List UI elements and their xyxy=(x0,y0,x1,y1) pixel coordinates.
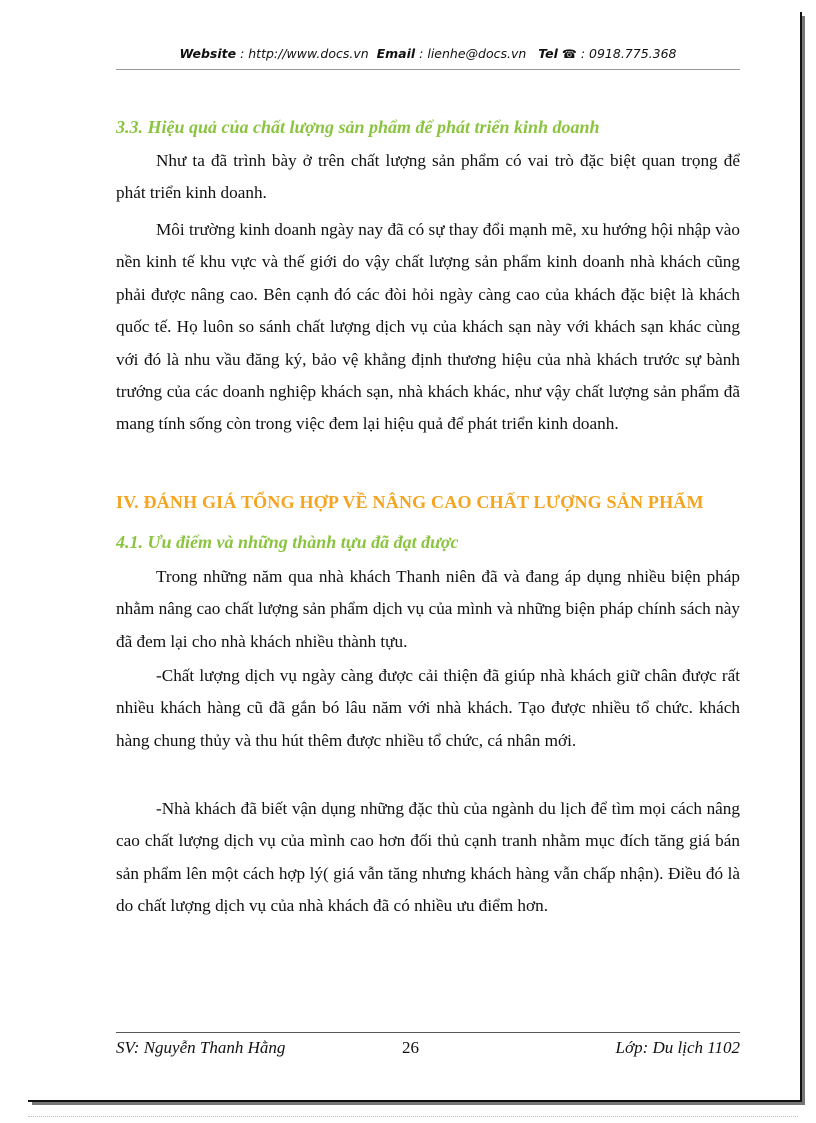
paragraph-4-1-point-1: -Chất lượng dịch vụ ngày càng được cải thiện đã giúp nhà khách giữ chân được rất nhiều khách hàng cũ đã gắn bó lâu năm với nhà khách. Tạo được nhiều tổ chức. khách hàng chung thủy và thu hút thêm được nhiều tổ chức, cá nhân mới. xyxy=(116,666,740,750)
paragraph-4-1-point-2: -Nhà khách đã biết vận dụng những đặc thù của ngành du lịch để tìm mọi cách nâng cao chất lượng dịch vụ của mình cao hơn đối thủ cạnh tranh nhằm mục đích tăng giá bán sản phẩm lên một cách hợp lý( giá vẫn tăng nhưng khách hàng vẫn chấp nhận). Điều đó là do chất lượng dịch vụ của nhà khách đã có nhiều ưu điểm hơn. xyxy=(116,799,740,916)
footer-student: SV: Nguyễn Thanh Hằng xyxy=(116,1038,286,1057)
phone-icon: ☎ xyxy=(561,47,577,61)
paragraph-3-3-intro: Như ta đã trình bày ở trên chất lượng sản phẩm có vai trò đặc biệt quan trọng để phát triển kinh doanh. xyxy=(116,151,740,203)
heading-section-3-3: 3.3. Hiệu quả của chất lượng sản phẩm để phát triển kinh doanh xyxy=(116,117,600,137)
header-website-value[interactable]: : http://www.docs.vn xyxy=(240,46,369,61)
page-dotted-edge xyxy=(28,1116,798,1117)
header-website-label: Website xyxy=(179,46,237,61)
page-header xyxy=(116,46,740,61)
header-tel-value: : 0918.775.368 xyxy=(580,46,677,61)
footer-divider xyxy=(116,1032,740,1033)
page-border-shadow-right xyxy=(802,16,805,1105)
paragraph-3-3-body: Môi trường kinh doanh ngày nay đã có sự thay đổi mạnh mẽ, xu hướng hội nhập vào nền kinh tế khu vực và thế giới do vậy chất lượng sản phẩm kinh doanh nhà khách cũng phải được nâng cao. Bên cạnh đó các đòi hỏi ngày càng cao của khách đặc biệt là khách quốc tế. Họ luôn so sánh chất lượng dịch vụ của khách sạn này với khách sạn khác cùng với đó là nhu vầu đăng ký, bảo vệ khẳng định thương hiệu của nhà khách trước sự bành trướng của các doanh nghiệp khách sạn, nhà khách khác, như vậy chất lượng sản phẩm đã mang tính sống còn trong việc đem lại hiệu quả để phát triển kinh doanh. xyxy=(116,220,740,434)
heading-section-4-1: 4.1. Ưu điểm và những thành tựu đã đạt được xyxy=(116,532,459,552)
header-tel-label: Tel xyxy=(538,46,558,61)
footer-class: Lớp: Du lịch 1102 xyxy=(615,1038,740,1057)
footer-page-number: 26 xyxy=(402,1038,419,1057)
page-border-shadow-bottom xyxy=(32,1102,805,1105)
paragraph-4-1-intro: Trong những năm qua nhà khách Thanh niên đã và đang áp dụng nhiều biện pháp nhằm nâng cao chất lượng sản phẩm dịch vụ của mình và những biện pháp chính sách này đã đem lại cho nhà khách nhiều thành tựu. xyxy=(116,567,740,651)
header-email-label: Email xyxy=(376,46,416,61)
header-email-value[interactable]: : lienhe@docs.vn xyxy=(419,46,527,61)
heading-section-iv: IV. ĐÁNH GIÁ TỔNG HỢP VỀ NÂNG CAO CHẤT LƯỢNG SẢN PHẨM xyxy=(116,492,704,512)
header-divider xyxy=(116,69,740,70)
